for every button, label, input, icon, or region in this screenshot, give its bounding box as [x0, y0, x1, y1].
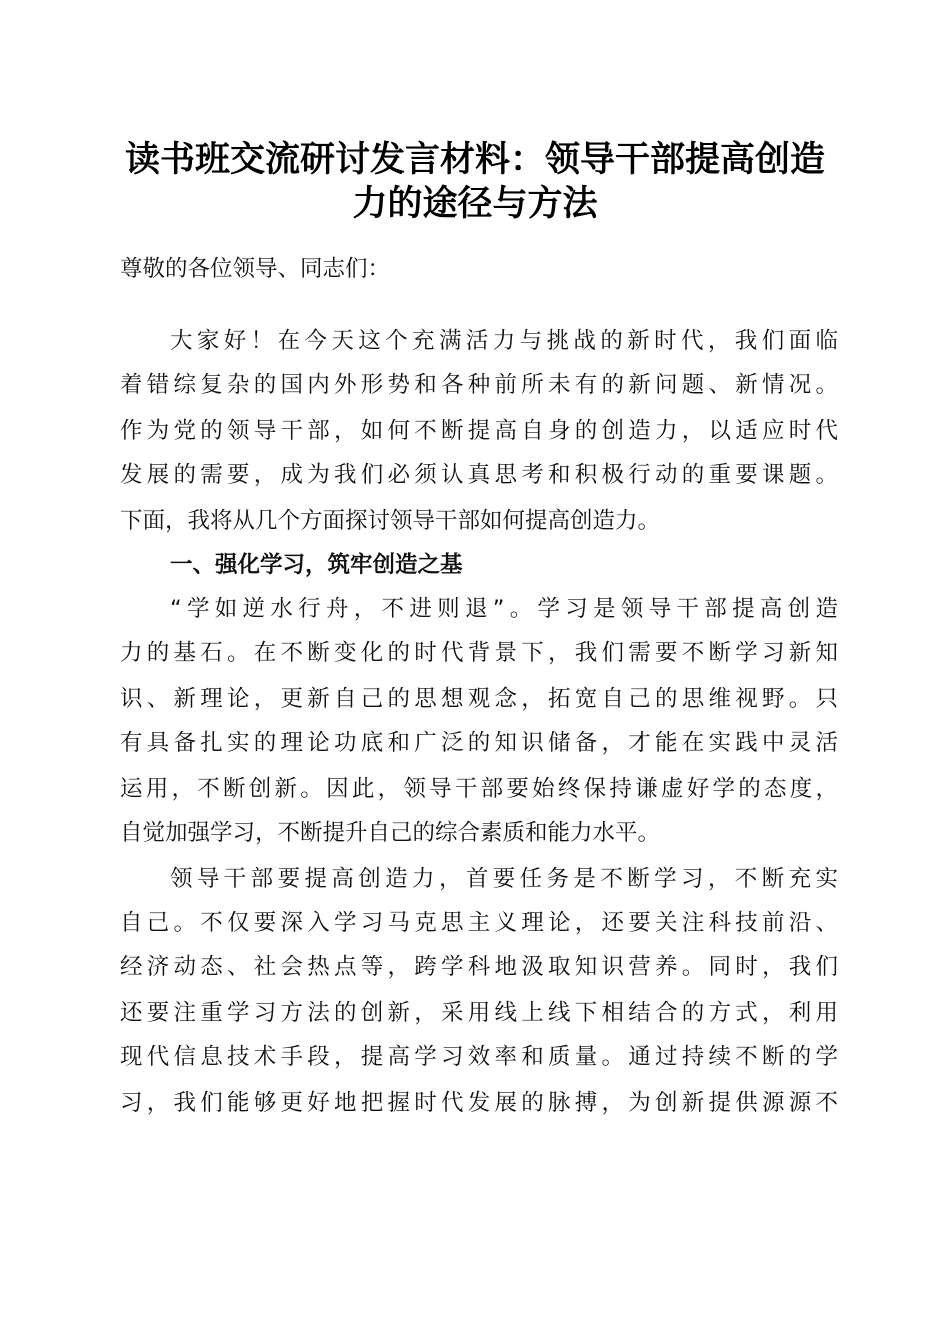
body-line: 自己。不仅要深入学习马克思主义理论，还要关注科技前沿、 — [120, 910, 838, 936]
body-line: 习，我们能够更好地把握时代发展的脉搏，为创新提供源源不 — [120, 1090, 838, 1116]
body-line: 运用，不断创新。因此，领导干部要始终保持谦虚好学的态度， — [120, 776, 838, 802]
section-heading: 一、强化学习，筑牢创造之基 — [170, 552, 463, 578]
body-line: 着错综复杂的国内外形势和各种前所未有的新问题、新情况。 — [120, 372, 838, 398]
body-line: 识、新理论，更新自己的思想观念，拓宽自己的思维视野。只 — [120, 686, 838, 712]
body-line: 自觉加强学习，不断提升自己的综合素质和能力水平。 — [120, 820, 661, 846]
body-line: 下面，我将从几个方面探讨领导干部如何提高创造力。 — [120, 508, 661, 534]
body-line: 发展的需要，成为我们必须认真思考和积极行动的重要课题。 — [120, 462, 838, 488]
body-line: 作为党的领导干部，如何不断提高自身的创造力，以适应时代 — [120, 418, 838, 444]
body-line: “学如逆水行舟，不进则退”。学习是领导干部提高创造 — [170, 596, 838, 622]
body-line: 还要注重学习方法的创新，采用线上线下相结合的方式，利用 — [120, 1000, 838, 1026]
document-title-line-2: 力的途径与方法 — [352, 183, 598, 224]
body-line: 力的基石。在不断变化的时代背景下，我们需要不断学习新知 — [120, 640, 838, 666]
body-line: 领导干部要提高创造力，首要任务是不断学习，不断充实 — [170, 866, 838, 892]
salutation: 尊敬的各位领导、同志们： — [120, 256, 391, 282]
body-line: 现代信息技术手段，提高学习效率和质量。通过持续不断的学 — [120, 1044, 838, 1070]
body-line: 大家好！在今天这个充满活力与挑战的新时代，我们面临 — [170, 328, 838, 354]
body-line: 经济动态、社会热点等，跨学科地汲取知识营养。同时，我们 — [120, 954, 838, 980]
document-title-line-1: 读书班交流研讨发言材料：领导干部提高创造 — [124, 139, 825, 180]
body-line: 有具备扎实的理论功底和广泛的知识储备，才能在实践中灵活 — [120, 730, 838, 756]
